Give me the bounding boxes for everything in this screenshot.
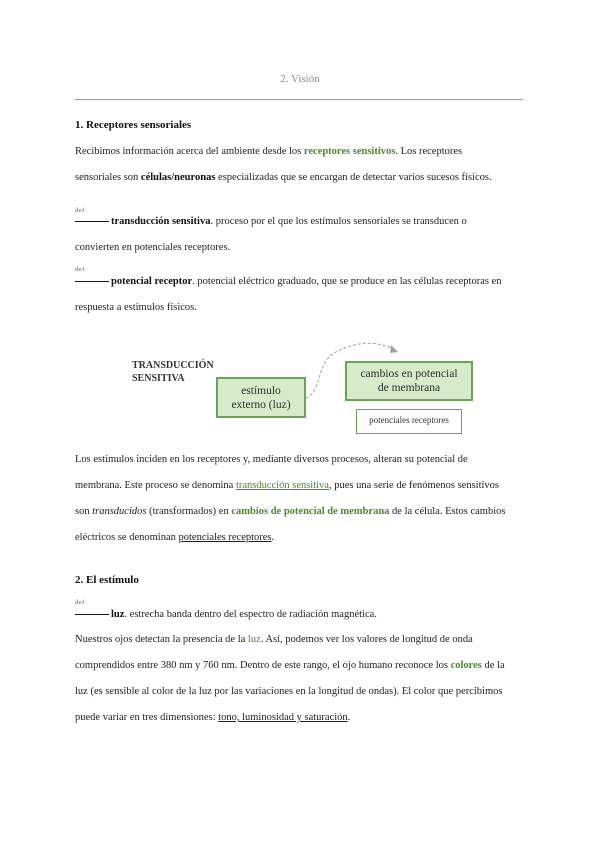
section1-heading: 1. Receptores sensoriales bbox=[75, 119, 192, 131]
highlight-cambios-potencial: cambios de potencial de membrana bbox=[231, 506, 390, 517]
highlight-luz: luz bbox=[247, 634, 261, 645]
underline-potenciales-receptores: potenciales receptores bbox=[178, 532, 272, 543]
highlight-receptores-sensitivos: receptores sensitivos bbox=[303, 146, 396, 157]
section2-heading: 2. El estímulo bbox=[75, 574, 139, 586]
def-label-3: def bbox=[75, 599, 85, 606]
paragraph-luz: Nuestros ojos detectan la presencia de la luz. Así, podemos ver los valores de longitud de onda comprendidos entre 380 nm y 760 nm. Dentro de este rango, el ojo humano reconoce los colores de la luz (es sensible al color de la luz por las variaciones en la longitud de ondas). El color que percibimos puede variar en tres dimensiones: tono, luminosidad y saturación. bbox=[75, 634, 505, 723]
definition-luz: luz. estrecha banda dentro del espectro de radiación magnética. bbox=[75, 602, 535, 628]
definition-transduccion: transducción sensitiva. proceso por el que los estímulos sensoriales se transducen o convierten en potenciales receptores. bbox=[75, 216, 467, 253]
underline-tono-luminosidad-saturacion: tono, luminosidad y saturación bbox=[218, 712, 348, 723]
paragraph-transduccion: Los estímulos inciden en los receptores y, mediante diversos procesos, alteran su potencial de membrana. Este proceso se denomina transducción sensitiva, pues una serie de fenómenos sensitivos son transducidos (transformados) en cambios de potencial de membrana de la célula. Estos cambios eléctricos se denominan potenciales receptores. bbox=[75, 454, 506, 543]
section1-line2: sensoriales son células/neuronas especializadas que se encargan de detectar varios sucesos físicos. bbox=[75, 172, 492, 183]
diagram-box-estimulo: estímulo externo (luz) bbox=[216, 377, 306, 418]
def-dash bbox=[75, 614, 109, 615]
def-term-potencial-receptor: potencial receptor bbox=[111, 276, 193, 287]
italic-transducidos: transducidos bbox=[92, 506, 147, 517]
definition-potencial-receptor: potencial receptor. potencial eléctrico graduado, que se produce en las células receptoras en respuesta a estímulos físicos. bbox=[75, 276, 502, 313]
link-transduccion-sensitiva: transducción sensitiva bbox=[235, 480, 329, 491]
diagram-box-potenciales: potenciales receptores bbox=[356, 409, 462, 434]
def-label-1: def bbox=[75, 207, 85, 214]
diagram-title: TRANSDUCCIÓN SENSITIVA bbox=[132, 360, 214, 384]
highlight-colores: colores bbox=[450, 660, 482, 671]
def-label-2: def bbox=[75, 266, 85, 273]
diagram-box-cambios: cambios en potencial de membrana bbox=[345, 361, 473, 401]
bold-celulas-neuronas: células/neuronas bbox=[140, 172, 216, 183]
section1-line1: Recibimos información acerca del ambiente desde los receptores sensitivos. Los receptores bbox=[75, 146, 463, 157]
page-title: 2. Visión bbox=[280, 73, 320, 85]
def-term-luz: luz bbox=[111, 609, 125, 620]
def-term-transduccion: transducción sensitiva bbox=[111, 216, 211, 227]
